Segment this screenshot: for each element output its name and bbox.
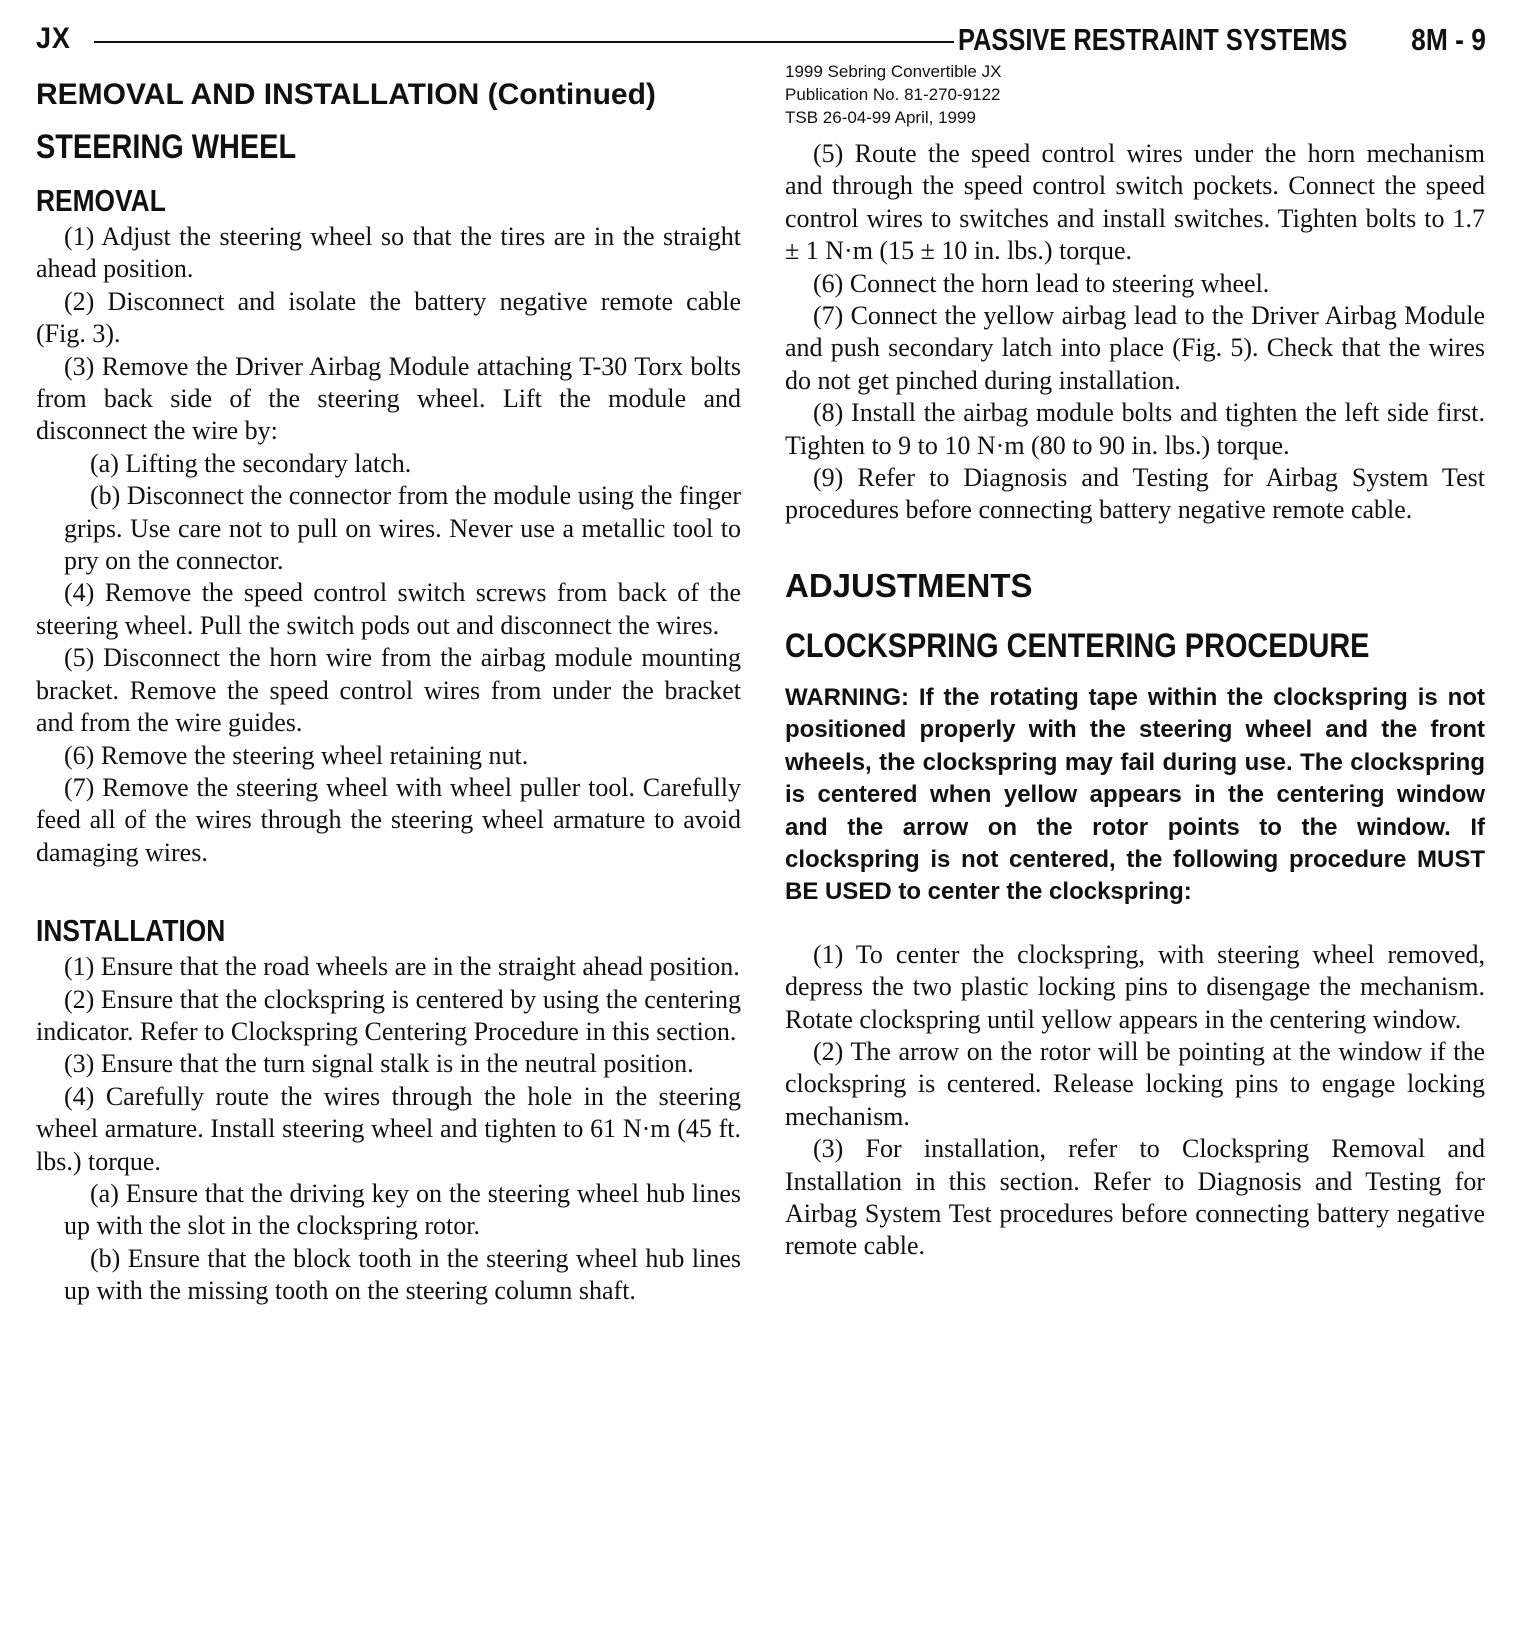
removal-step-4: (4) Remove the speed control switch screws from back of the steering wheel. Pull the switch pods out and disconnect the wires. (36, 578, 741, 640)
installation-step-3: (3) Ensure that the turn signal stalk is in the neutral position. (64, 1049, 694, 1079)
removal-heading: REMOVAL (36, 183, 166, 218)
chapter-title: PASSIVE RESTRAINT SYSTEMS (958, 22, 1348, 57)
section-title: REMOVAL AND INSTALLATION (Continued) (36, 78, 656, 111)
publication-number: Publication No. 81-270-9122 (785, 85, 1001, 104)
left-column (36, 78, 741, 1308)
installation-step-4b: (b) Ensure that the block tooth in the steering wheel hub lines up with the missing tooth on the steering column shaft. (64, 1243, 741, 1306)
publication-tsb: TSB 26-04-99 April, 1999 (785, 108, 976, 127)
adjustments-heading: ADJUSTMENTS (785, 566, 1033, 604)
page-header (36, 22, 1486, 62)
installation-step-1: (1) Ensure that the road wheels are in the straight ahead position. (64, 952, 740, 982)
installation-heading: INSTALLATION (36, 913, 226, 949)
installation-step-6: (6) Connect the horn lead to steering wheel. (813, 268, 1270, 298)
removal-step-5: (5) Disconnect the horn wire from the airbag module mounting bracket. Remove the speed control wires from under the bracket and from the wire guides. (36, 643, 741, 738)
installation-step-8: (8) Install the airbag module bolts and tighten the left side first. Tighten to 9 to 10 N·m (80 to 90 in. lbs.) torque. (785, 398, 1485, 460)
installation-step-5: (5) Route the speed control wires under the horn mechanism and through the speed control switch pockets. Connect the speed control wires to switches and install switches. Tighten bolts to 1.7 ± 1 N·m (15 ± 10 in. lbs.) torque. (785, 139, 1485, 266)
removal-step-3b: (b) Disconnect the connector from the module using the finger grips. Use care not to pull on wires. Never use a metallic tool to pry on the connector. (64, 481, 741, 576)
model-code: JX (36, 22, 71, 55)
installation-step-9: (9) Refer to Diagnosis and Testing for Airbag System Test procedures before connecting battery negative remote cable. (785, 463, 1485, 525)
centering-step-3: (3) For installation, refer to Clockspring Removal and Installation in this section. Refer to Diagnosis and Testing for Airbag System Test procedures before connecting battery negative remote cable. (785, 1134, 1485, 1261)
installation-step-4: (4) Carefully route the wires through the hole in the steering wheel armature. Install steering wheel and tighten to 61 N·m (45 ft. lbs.) torque. (36, 1081, 741, 1176)
installation-step-2: (2) Ensure that the clockspring is centered by using the centering indicator. Refer to Clockspring Centering Procedure in this section. (36, 984, 741, 1046)
header-rule (94, 41, 954, 43)
installation-step-4a: (a) Ensure that the driving key on the steering wheel hub lines up with the slot in the clockspring rotor. (64, 1178, 741, 1241)
right-column (785, 138, 1485, 1263)
clockspring-heading: CLOCKSPRING CENTERING PROCEDURE (785, 626, 1370, 665)
page-number: 8M - 9 (1411, 22, 1486, 57)
removal-step-2: (2) Disconnect and isolate the battery negative remote cable (Fig. 3). (36, 286, 741, 349)
installation-step-7: (7) Connect the yellow airbag lead to the Driver Airbag Module and push secondary latch into place (Fig. 5). Check that the wires do not get pinched during installation. (785, 301, 1485, 395)
centering-step-1: (1) To center the clockspring, with steering wheel removed, depress the two plastic locking pins to disengage the mechanism. Rotate clockspring until yellow appears in the centering window. (785, 939, 1485, 1034)
removal-step-3: (3) Remove the Driver Airbag Module attaching T-30 Torx bolts from back side of the steering wheel. Lift the module and disconnect the wire by: (36, 351, 741, 446)
warning-text: WARNING: If the rotating tape within the clockspring is not positioned properly with the steering wheel and the front wheels, the clockspring may fail during use. The clockspring is centered when yellow appears in the centering window and the arrow on the rotor points to the window. If clockspring is not centered, the following procedure MUST BE USED to center the clockspring: (785, 683, 1485, 906)
centering-step-2: (2) The arrow on the rotor will be pointing at the window if the clockspring is centered. Release locking pins to engage locking mechanism. (785, 1036, 1485, 1131)
removal-step-1: (1) Adjust the steering wheel so that the tires are in the straight ahead position. (36, 222, 741, 284)
publication-info (785, 60, 1001, 129)
removal-step-6: (6) Remove the steering wheel retaining nut. (64, 740, 529, 770)
publication-vehicle: 1999 Sebring Convertible JX (785, 62, 1002, 81)
removal-step-3a: (a) Lifting the secondary latch. (90, 448, 412, 478)
steering-wheel-heading: STEERING WHEEL (36, 128, 297, 166)
removal-step-7: (7) Remove the steering wheel with wheel puller tool. Carefully feed all of the wires through the steering wheel armature to avoid damaging wires. (36, 772, 741, 867)
